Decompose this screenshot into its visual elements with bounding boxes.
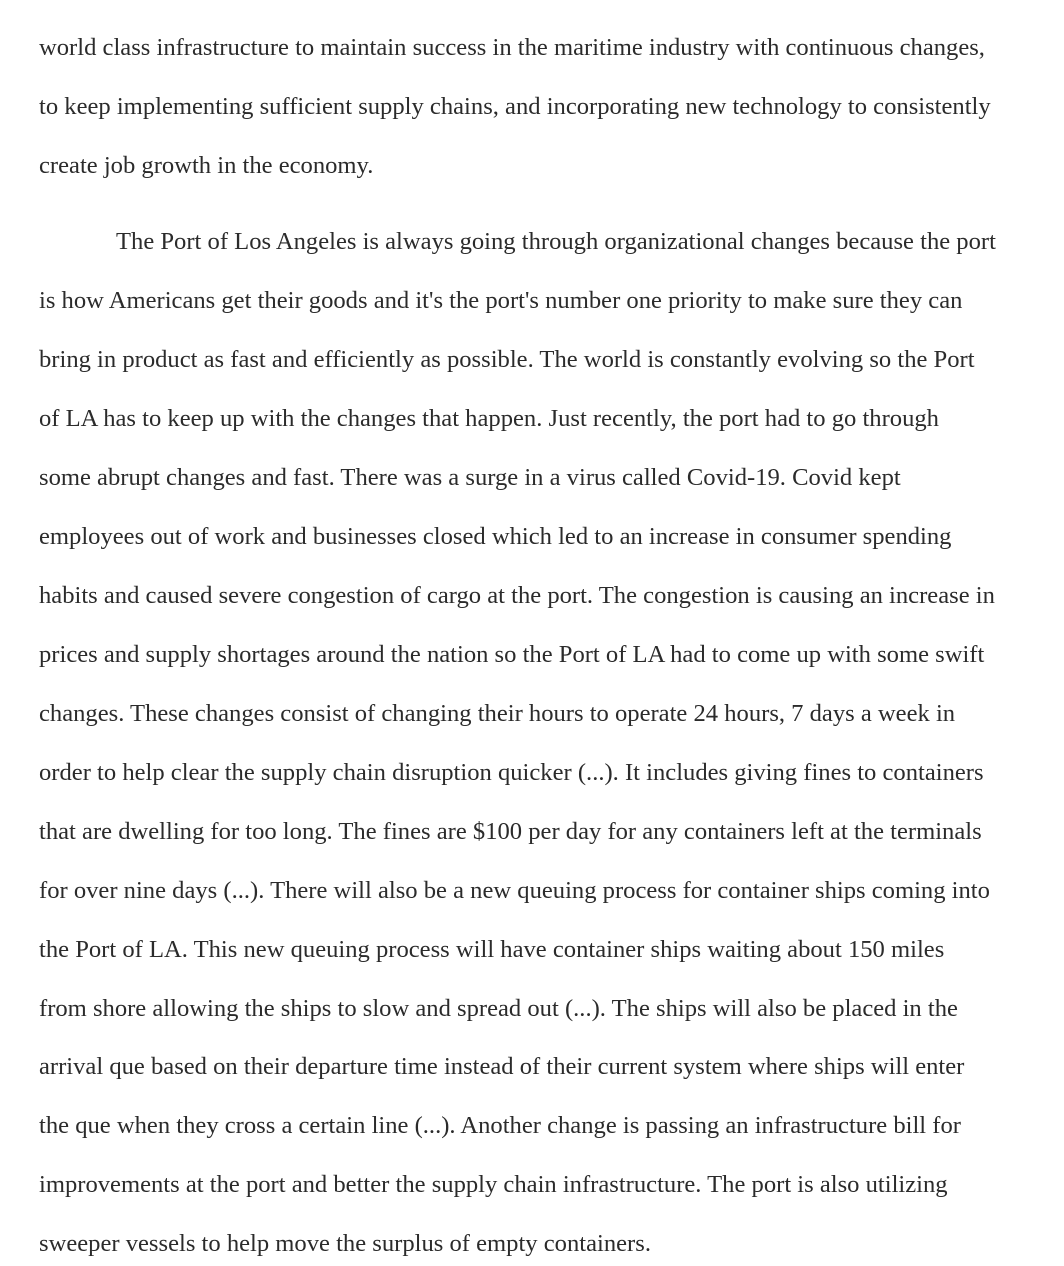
text-line: sweeper vessels to help move the surplus of empty containers. (39, 1230, 651, 1257)
text-line: of LA has to keep up with the changes that happen. Just recently, the port had to go through (39, 405, 939, 432)
text-line: to keep implementing sufficient supply chains, and incorporating new technology to consistently (39, 93, 991, 120)
text-line: the Port of LA. This new queuing process will have container ships waiting about 150 miles (39, 936, 945, 963)
text-line: prices and supply shortages around the nation so the Port of LA had to come up with some swift (39, 641, 985, 668)
text-line: arrival que based on their departure time instead of their current system where ships will enter (39, 1053, 965, 1080)
text-line: world class infrastructure to maintain success in the maritime industry with continuous changes, (39, 34, 985, 61)
text-line: from shore allowing the ships to slow and spread out (...). The ships will also be placed in the (39, 995, 958, 1022)
text-line: some abrupt changes and fast. There was a surge in a virus called Covid-19. Covid kept (39, 464, 901, 491)
text-line: for over nine days (...). There will also be a new queuing process for container ships coming into (39, 877, 990, 904)
text-line: employees out of work and businesses closed which led to an increase in consumer spending (39, 523, 952, 550)
text-line: that are dwelling for too long. The fines are $100 per day for any containers left at the terminals (39, 818, 982, 845)
text-line: habits and caused severe congestion of cargo at the port. The congestion is causing an increase in (39, 582, 995, 609)
text-line: is how Americans get their goods and it's the port's number one priority to make sure they can (39, 287, 963, 314)
text-line: improvements at the port and better the supply chain infrastructure. The port is also utilizing (39, 1171, 948, 1198)
text-line: order to help clear the supply chain disruption quicker (...). It includes giving fines to containers (39, 759, 984, 786)
text-line: create job growth in the economy. (39, 152, 374, 179)
text-line: the que when they cross a certain line (...). Another change is passing an infrastructure bill for (39, 1112, 961, 1139)
text-line: bring in product as fast and efficiently as possible. The world is constantly evolving so the Port (39, 346, 975, 373)
text-line: The Port of Los Angeles is always going through organizational changes because the port (116, 228, 996, 255)
text-line: changes. These changes consist of changing their hours to operate 24 hours, 7 days a week in (39, 700, 956, 727)
